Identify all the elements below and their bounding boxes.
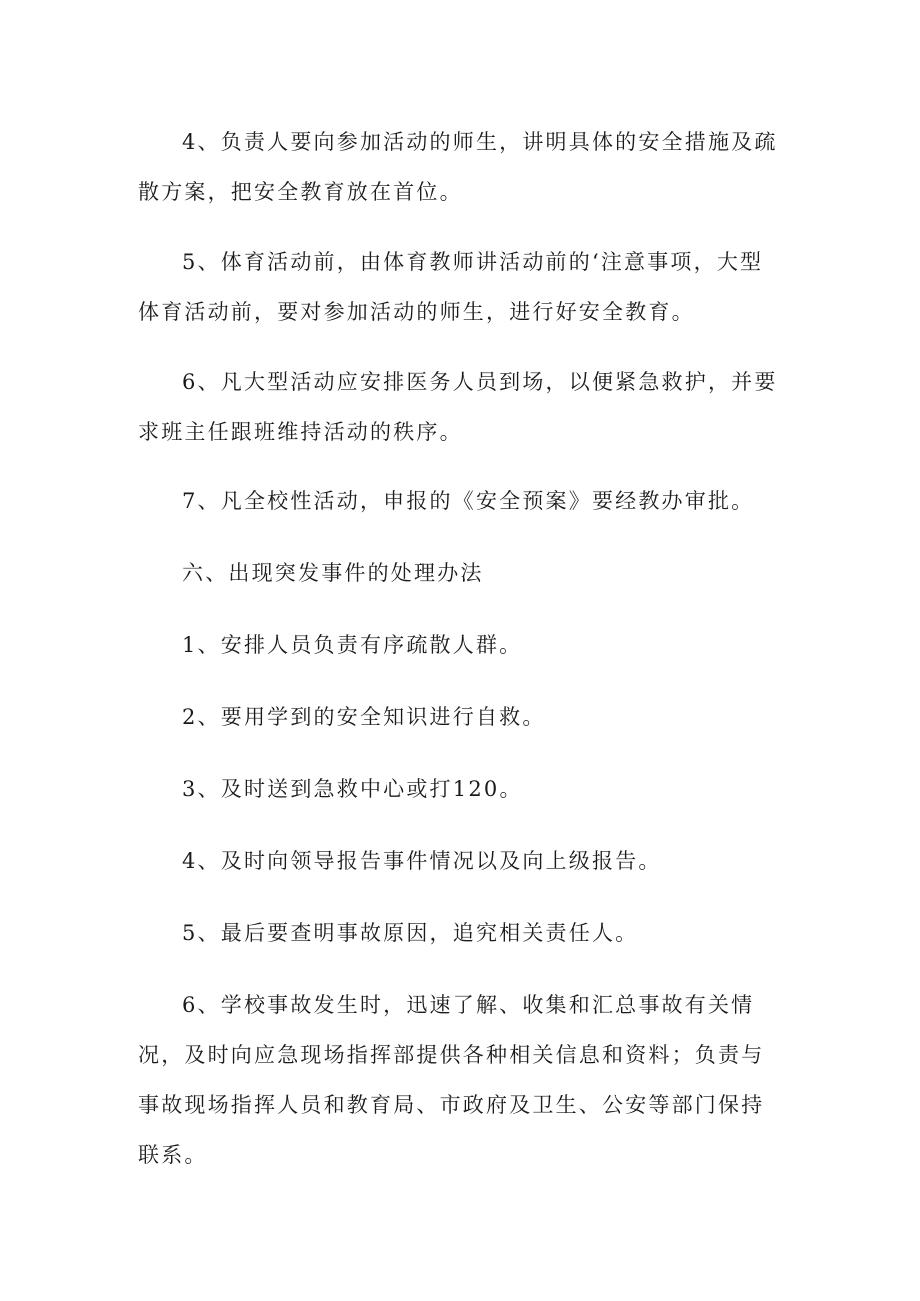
paragraph-safety-plan-approval: 7、凡全校性活动，申报的《安全预案》要经教办审批。 [182,489,755,513]
paragraph-self-rescue: 2、要用学到的安全知识进行自救。 [182,705,546,729]
paragraph-evacuate: 1、安排人员负责有序疏散人群。 [182,633,523,657]
paragraph-report-leaders: 4、及时向领导报告事件情况以及向上级报告。 [182,849,662,873]
paragraph-safety-briefing: 4、负责人要向参加活动的师生，讲明具体的安全措施及疏散方案，把安全教育放在首位。 [138,130,778,204]
paragraph-sports-activity: 5、体育活动前，由体育教师讲活动前的‘注意事项，大型体育活动前，要对参加活动的师生，进行好安全教育。 [138,250,764,324]
section-heading-emergency: 六、出现突发事件的处理办法 [182,561,484,585]
paragraph-emergency-center: 3、及时送到急救中心或打120。 [182,777,523,801]
paragraph-investigate-cause: 5、最后要查明事故原因，追究相关责任人。 [182,921,639,945]
paragraph-information-coordination: 6、学校事故发生时，迅速了解、收集和汇总事故有关情况，及时向应急现场指挥部提供各种相关信息和资料；负责与事故现场指挥人员和教育局、市政府及卫生、公安等部门保持联系。 [138,993,765,1167]
paragraph-medical-staff: 6、凡大型活动应安排医务人员到场，以便紧急救护，并要求班主任跟班维持活动的秩序。 [138,370,778,444]
